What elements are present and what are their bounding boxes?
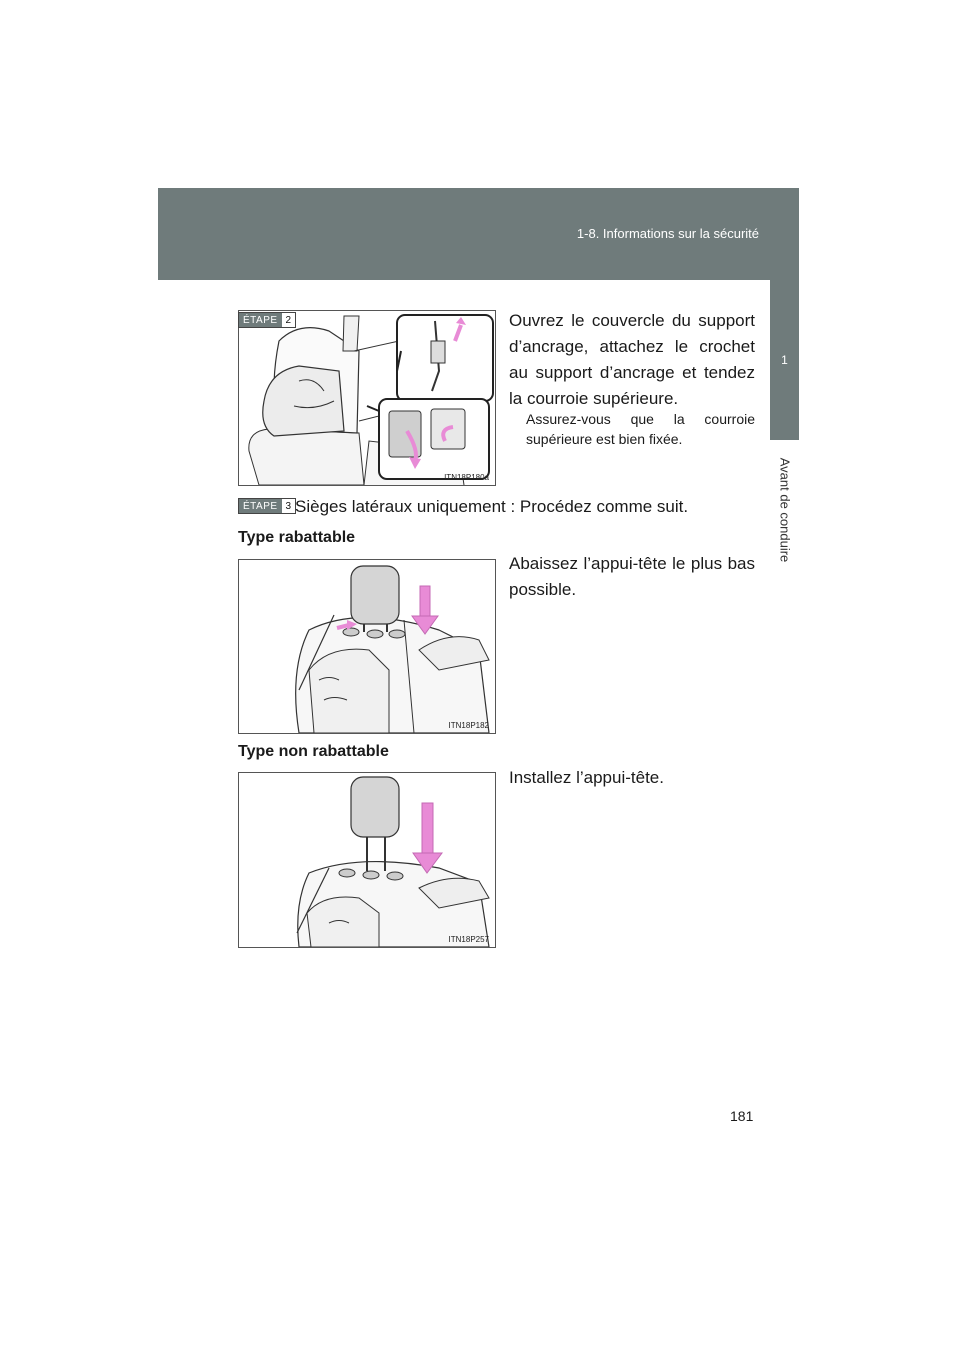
chapter-tab[interactable] [770,280,799,440]
step-badge-label: ÉTAPE [239,313,282,327]
step-badge-number: 2 [282,313,296,327]
fixed-instruction: Installez l’appui-tête. [509,768,664,787]
heading-type-foldable: Type rabattable [238,529,356,546]
chapter-label-text: Avant de conduire [777,457,792,563]
header-band [158,188,799,280]
figure-headrest-install [238,772,496,948]
figure-code: ITN18P180a [444,473,489,482]
section-title: 1-8. Informations sur la sécurité [576,226,759,241]
figure-anchor-strap [238,310,496,486]
headrest-lower-illustration [239,560,495,733]
step-badge-label: ÉTAPE [239,499,282,513]
figure-code: ITN18P182 [448,721,489,730]
step-3-badge [238,498,296,514]
page-number: 181 [730,1108,754,1124]
step-badge-number: 3 [282,499,296,513]
figure-code: ITN18P257 [448,935,489,944]
chapter-number: 1 [781,353,788,367]
step-2-note: Assurez-vous que la courroie supérieure est bien fixée. [526,411,755,447]
step-2-instruction: Ouvrez le couvercle du support d’ancrage, attachez le crochet au support d’ancrage et tendez la courroie supérieure. [509,311,755,408]
foldable-instruction: Abaissez l’appui-tête le plus bas possible. [509,554,755,599]
chapter-label [770,440,799,580]
figure-headrest-lower [238,559,496,734]
step-3-instruction: Sièges latéraux uniquement : Procédez comme suit. [295,497,689,516]
headrest-install-illustration [239,773,495,947]
heading-type-fixed: Type non rabattable [238,743,389,760]
seat-child-seat-illustration [239,311,495,485]
step-2-badge [238,312,296,328]
